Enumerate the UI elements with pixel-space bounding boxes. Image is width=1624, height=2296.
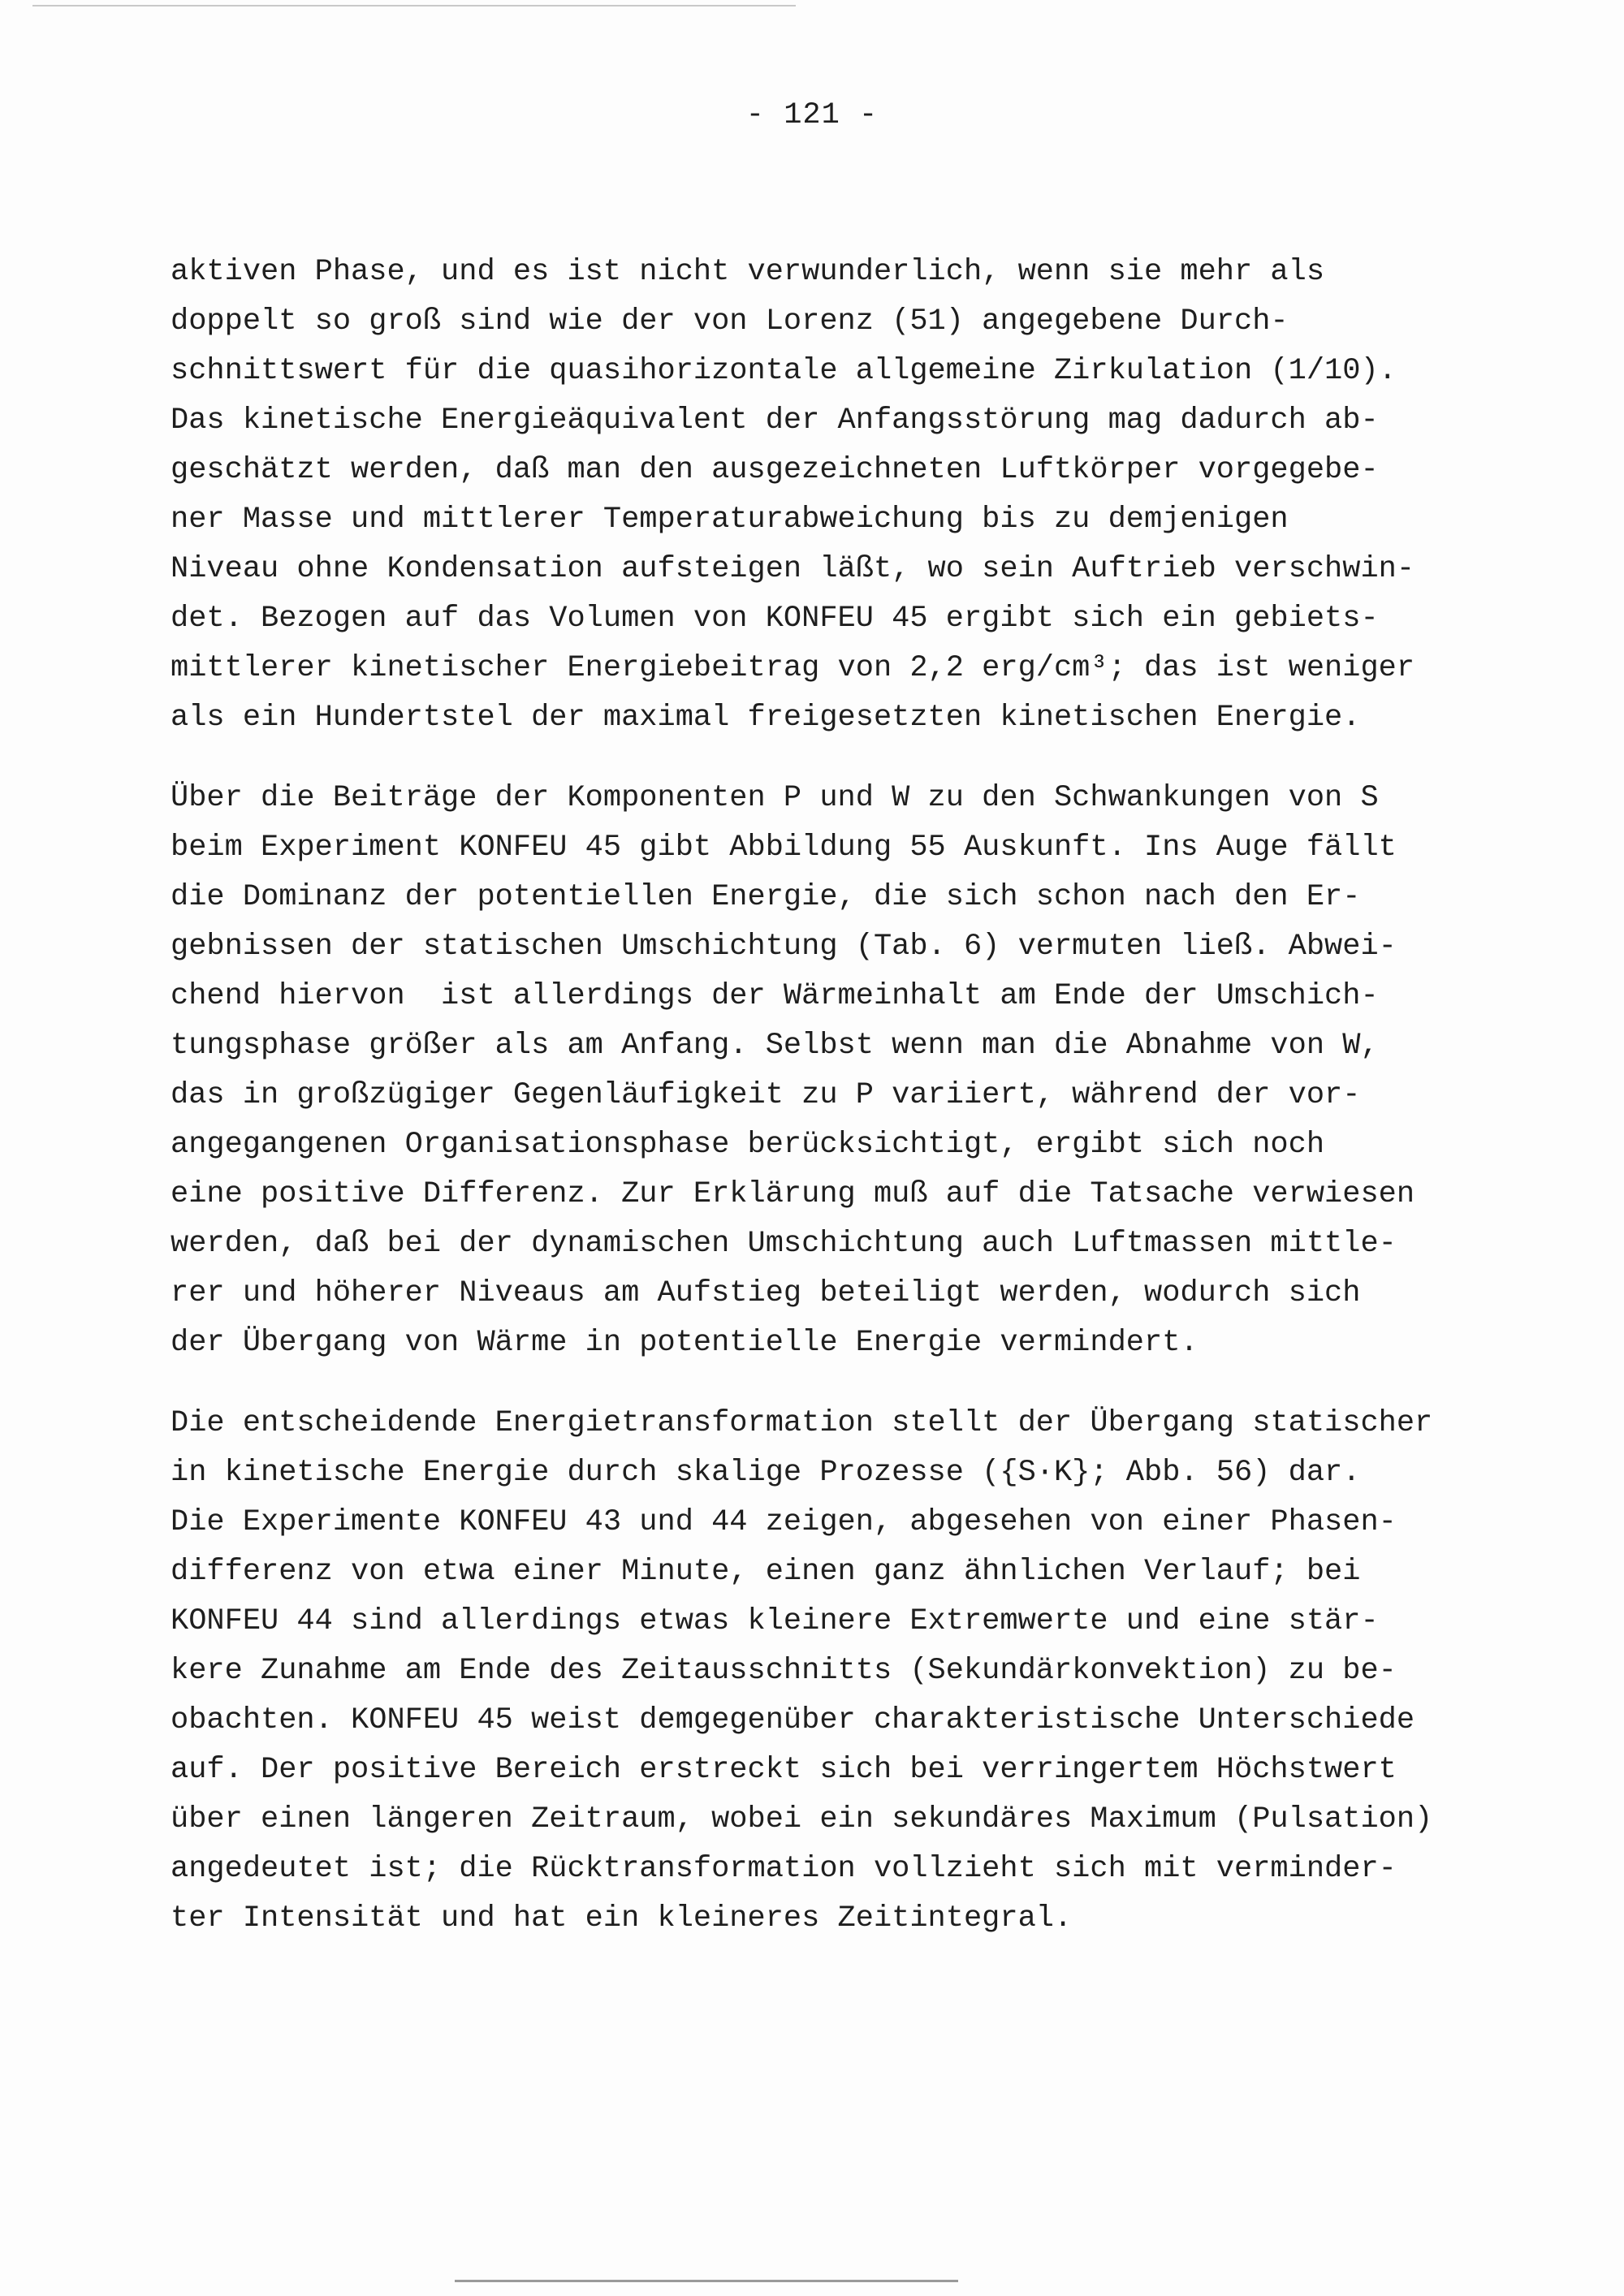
text-line: differenz von etwa einer Minute, einen ganz ähnlichen Verlauf; bei — [171, 1555, 1361, 1589]
paragraph-gap — [171, 1368, 1567, 1399]
text-line: det. Bezogen auf das Volumen von KONFEU 45 ergibt sich ein gebiets- — [171, 602, 1379, 636]
text-line: Niveau ohne Kondensation aufsteigen läßt, wo sein Auftrieb verschwin- — [171, 552, 1415, 586]
text-line: mittlerer kinetischer Energiebeitrag von 2,2 erg/cm³; das ist weniger — [171, 651, 1415, 685]
text-line: Über die Beiträge der Komponenten P und W zu den Schwankungen von S — [171, 781, 1379, 815]
text-line: schnittswert für die quasihorizontale allgemeine Zirkulation (1/10). — [171, 354, 1397, 388]
text-line: angegangenen Organisationsphase berücksichtigt, ergibt sich noch — [171, 1128, 1325, 1162]
body-text — [171, 248, 1567, 1944]
paragraph-2 — [171, 774, 1567, 1368]
paragraph-gap — [171, 743, 1567, 774]
scan-edge-mark-top — [32, 5, 796, 6]
text-line: doppelt so groß sind wie der von Lorenz (51) angegebene Durch- — [171, 304, 1289, 339]
text-line: tungsphase größer als am Anfang. Selbst wenn man die Abnahme von W, — [171, 1029, 1379, 1063]
text-line: auf. Der positive Bereich erstreckt sich bei verringertem Höchstwert — [171, 1753, 1397, 1787]
text-line: Die entscheidende Energietransformation stellt der Übergang statischer — [171, 1406, 1433, 1440]
text-line: aktiven Phase, und es ist nicht verwunderlich, wenn sie mehr als — [171, 255, 1325, 289]
text-line: ter Intensität und hat ein kleineres Zeitintegral. — [171, 1901, 1073, 1936]
text-line: geschätzt werden, daß man den ausgezeichneten Luftkörper vorgegebe- — [171, 453, 1379, 487]
text-line: das in großzügiger Gegenläufigkeit zu P variiert, während der vor- — [171, 1078, 1361, 1112]
text-line: rer und höherer Niveaus am Aufstieg beteiligt werden, wodurch sich — [171, 1276, 1361, 1310]
text-line: als ein Hundertstel der maximal freigesetzten kinetischen Energie. — [171, 701, 1361, 735]
text-line: angedeutet ist; die Rücktransformation vollzieht sich mit verminder- — [171, 1852, 1397, 1886]
text-line: KONFEU 44 sind allerdings etwas kleinere Extremwerte und eine stär- — [171, 1604, 1379, 1638]
text-line: beim Experiment KONFEU 45 gibt Abbildung 55 Auskunft. Ins Auge fällt — [171, 831, 1397, 865]
text-line: Das kinetische Energieäquivalent der Anfangsstörung mag dadurch ab- — [171, 404, 1379, 438]
text-line: über einen längeren Zeitraum, wobei ein sekundäres Maximum (Pulsation) — [171, 1802, 1433, 1836]
text-line: werden, daß bei der dynamischen Umschichtung auch Luftmassen mittle- — [171, 1227, 1397, 1261]
paragraph-3 — [171, 1399, 1567, 1944]
text-line: der Übergang von Wärme in potentielle Energie vermindert. — [171, 1326, 1199, 1360]
text-line: ner Masse und mittlerer Temperaturabweichung bis zu demjenigen — [171, 503, 1289, 537]
text-line: eine positive Differenz. Zur Erklärung muß auf die Tatsache verwiesen — [171, 1177, 1415, 1211]
text-line: die Dominanz der potentiellen Energie, die sich schon nach den Er- — [171, 880, 1361, 914]
text-line: in kinetische Energie durch skalige Prozesse ({S·K}; Abb. 56) dar. — [171, 1456, 1361, 1490]
text-line: obachten. KONFEU 45 weist demgegenüber charakteristische Unterschiede — [171, 1703, 1415, 1737]
scan-edge-mark-bottom — [455, 2280, 958, 2282]
text-line: gebnissen der statischen Umschichtung (Tab. 6) vermuten ließ. Abwei- — [171, 930, 1397, 964]
paragraph-1 — [171, 248, 1567, 743]
page-number: - 121 - — [745, 98, 879, 132]
text-line: Die Experimente KONFEU 43 und 44 zeigen, abgesehen von einer Phasen- — [171, 1505, 1397, 1539]
text-line: kere Zunahme am Ende des Zeitausschnitts (Sekundärkonvektion) zu be- — [171, 1654, 1397, 1688]
text-line: chend hiervon ist allerdings der Wärmeinhalt am Ende der Umschich- — [171, 979, 1379, 1013]
